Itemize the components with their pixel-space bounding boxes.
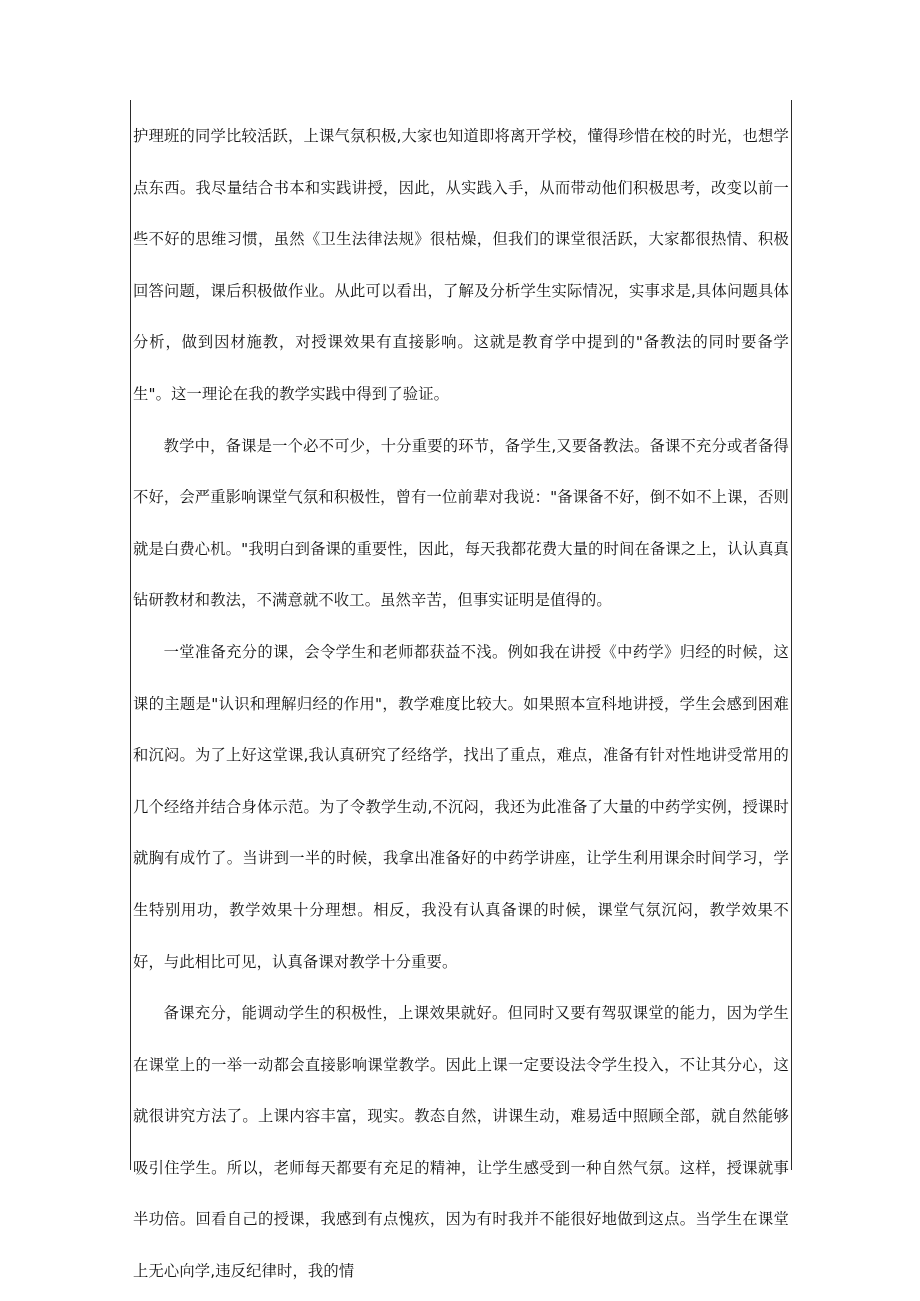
paragraph-2: 教学中，备课是一个必不可少，十分重要的环节，备学生,又要备教法。备课不充分或者备得不好，会严重影响课堂气氛和积极性，曾有一位前辈对我说："备课备不好，倒不如不上课，否则就是白费心机。"我明白到备课的重要性，因此，每天我都花费大量的时间在备课之上，认认真真钻研教材和教法，不满意就不收工。虽然辛苦，但事实证明是值得的。 <box>133 436 789 610</box>
paragraph-4: 备课充分，能调动学生的积极性，上课效果就好。但同时又要有驾驭课堂的能力，因为学生在课堂上的一举一动都会直接影响课堂教学。因此上课一定要设法令学生投入，不让其分心，这就很讲究方法了。上课内容丰富，现实。教态自然，讲课生动，难易适中照顾全部，就自然能够吸引住学生。所以，老师每天都要有充足的精神，让学生感受到一种自然气氛。这样，授课就事半功倍。回看自己的授课，我感到有点愧疚，因为有时我并不能很好地做到这点。当学生在课堂上无心向学,违反纪律时，我的情 <box>133 1004 789 1281</box>
paragraph-3: 一堂准备充分的课，会令学生和老师都获益不浅。例如我在讲授《中药学》归经的时候，这课的主题是"认识和理解归经的作用"，教学难度比较大。如果照本宣科地讲授，学生会感到困难和沉闷。为了上好这堂课,我认真研究了经络学，找出了重点，难点，准备有针对性地讲受常用的几个经络并结合身体示范。为了令教学生动,不沉闷，我还为此准备了大量的中药学实例，授课时就胸有成竹了。当讲到一半的时候，我拿出准备好的中药学讲座，让学生利用课余时间学习，学生特别用功，教学效果十分理想。相反，我没有认真备课的时候，课堂气氛沉闷，教学效果不好，与此相比可见，认真备课对教学十分重要。 <box>133 642 789 971</box>
paragraph-1: 护理班的同学比较活跃，上课气氛积极,大家也知道即将离开学校，懂得珍惜在校的时光，也想学点东西。我尽量结合书本和实践讲授，因此，从实践入手，从而带动他们积极思考，改变以前一些不好的思维习惯，虽然《卫生法律法规》很枯燥，但我们的课堂很活跃，大家都很热情、积极回答问题，课后积极做作业。从此可以看出，了解及分析学生实际情况，实事求是,具体问题具体分析，做到因材施教，对授课效果有直接影响。这就是教育学中提到的"备教法的同时要备学生"。这一理论在我的教学实践中得到了验证。 <box>133 127 789 403</box>
text-frame <box>130 100 792 1281</box>
document-text-body <box>131 100 791 1298</box>
